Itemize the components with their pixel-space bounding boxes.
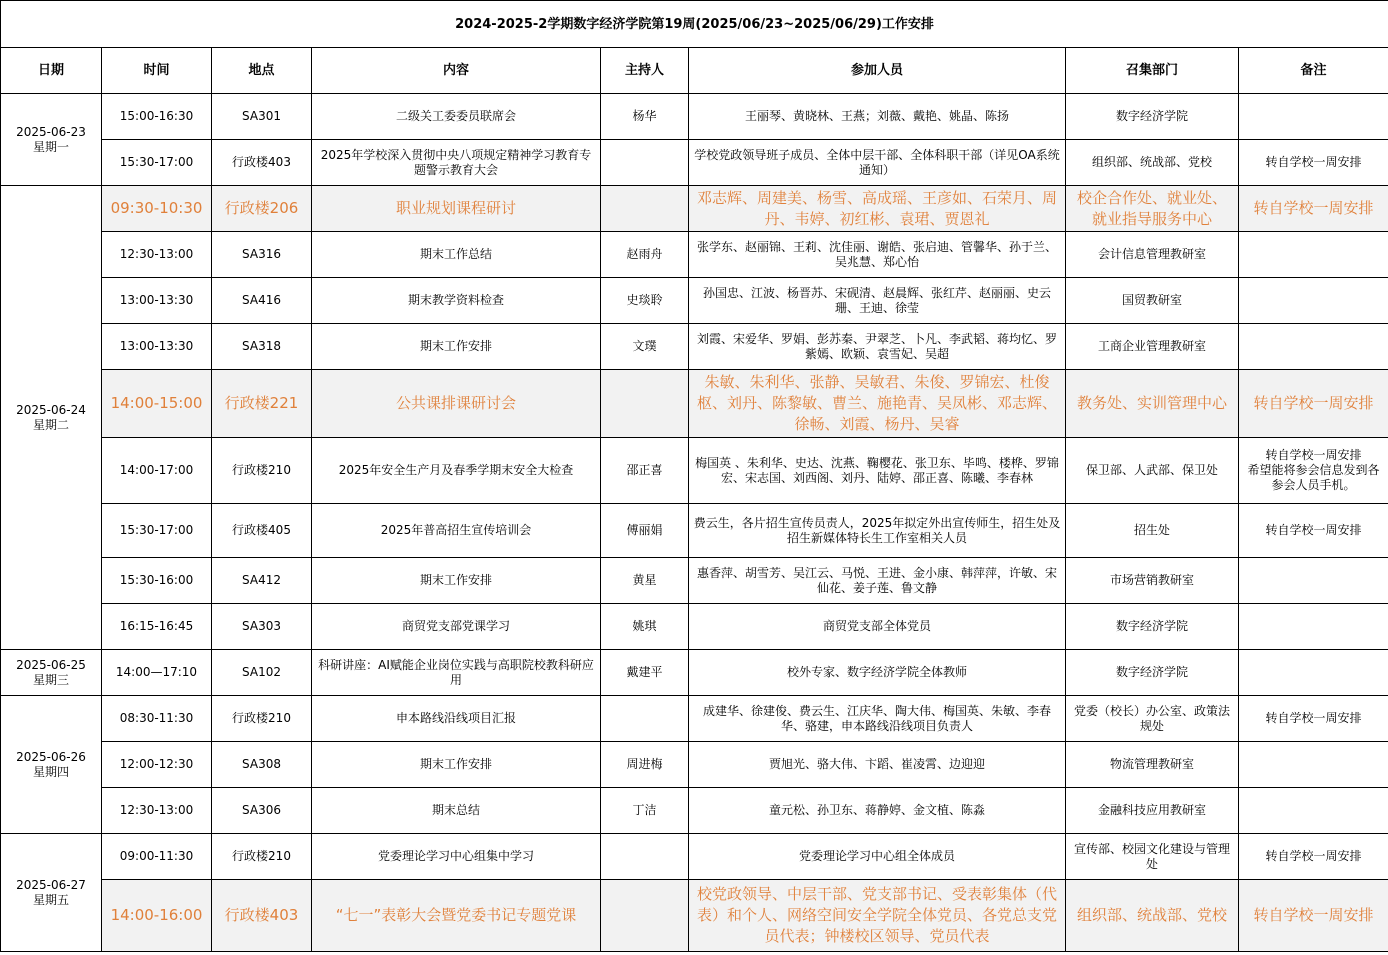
note-cell <box>1239 742 1388 788</box>
host-cell: 赵雨舟 <box>601 232 689 278</box>
header-place: 地点 <box>212 48 312 94</box>
date-text: 2025-06-23 <box>16 124 86 139</box>
note-cell <box>1239 94 1388 140</box>
table-row <box>1 788 1388 834</box>
table-row <box>1 696 1388 742</box>
place-cell: 行政楼403 <box>212 140 312 186</box>
host-cell: 姚琪 <box>601 604 689 650</box>
table-row <box>1 278 1388 324</box>
table-row <box>1 438 1388 504</box>
content-cell: 期末工作总结 <box>312 232 601 278</box>
attendees-cell: 费云生，各片招生宣传员责人，2025年拟定外出宣传师生，招生处及招生新媒体特长生工作室相关人员 <box>689 504 1066 558</box>
content-cell: 期末工作安排 <box>312 742 601 788</box>
content-cell: 期末教学资料检查 <box>312 278 601 324</box>
time-cell: 15:30-16:00 <box>102 558 212 604</box>
time-cell: 13:00-13:30 <box>102 324 212 370</box>
attendees-cell: 邓志辉、周建美、杨雪、高成瑶、王彦如、石荣月、周丹、韦婷、初红彬、袁珺、贾恩礼 <box>689 186 1066 232</box>
date-text: 2025-06-27 <box>16 877 86 892</box>
dept-cell: 国贸教研室 <box>1066 278 1239 324</box>
place-cell: SA306 <box>212 788 312 834</box>
content-cell: 2025年普高招生宣传培训会 <box>312 504 601 558</box>
place-cell: SA316 <box>212 232 312 278</box>
place-cell: 行政楼221 <box>212 370 312 438</box>
table-row <box>1 604 1388 650</box>
table-row <box>1 140 1388 186</box>
dept-cell: 会计信息管理教研室 <box>1066 232 1239 278</box>
note-cell <box>1239 558 1388 604</box>
content-cell: 科研讲座：AI赋能企业岗位实践与高职院校教科研应用 <box>312 650 601 696</box>
time-cell: 12:00-12:30 <box>102 742 212 788</box>
host-cell: 文璞 <box>601 324 689 370</box>
note-cell: 转自学校一周安排 <box>1239 186 1388 232</box>
host-cell <box>601 880 689 952</box>
header-dept: 召集部门 <box>1066 48 1239 94</box>
table-row <box>1 504 1388 558</box>
table-row <box>1 558 1388 604</box>
place-cell: SA301 <box>212 94 312 140</box>
place-cell: SA102 <box>212 650 312 696</box>
time-cell: 15:00-16:30 <box>102 94 212 140</box>
date-cell <box>1 650 102 696</box>
weekday-text: 星期一 <box>32 139 69 154</box>
date-text: 2025-06-26 <box>16 749 86 764</box>
host-cell: 丁洁 <box>601 788 689 834</box>
note-cell: 转自学校一周安排 <box>1239 370 1388 438</box>
attendees-cell: 商贸党支部全体党员 <box>689 604 1066 650</box>
note-cell: 转自学校一周安排 <box>1239 696 1388 742</box>
host-cell <box>601 140 689 186</box>
weekday-text: 星期二 <box>32 417 69 432</box>
dept-cell: 市场营销教研室 <box>1066 558 1239 604</box>
dept-cell: 组织部、统战部、党校 <box>1066 880 1239 952</box>
table-row-highlighted <box>1 186 1388 232</box>
note-cell: 转自学校一周安排 <box>1239 880 1388 952</box>
weekday-text: 星期三 <box>32 672 69 687</box>
dept-cell: 组织部、统战部、党校 <box>1066 140 1239 186</box>
place-cell: SA318 <box>212 324 312 370</box>
dept-cell: 数字经济学院 <box>1066 650 1239 696</box>
note-cell: 转自学校一周安排 <box>1239 140 1388 186</box>
header-row <box>1 48 1388 94</box>
attendees-cell: 张学东、赵丽锦、王莉、沈佳丽、谢皓、张启迪、管馨华、孙于兰、吴兆慧、郑心怡 <box>689 232 1066 278</box>
time-cell: 09:30-10:30 <box>102 186 212 232</box>
note-cell <box>1239 278 1388 324</box>
table-row <box>1 650 1388 696</box>
time-cell: 15:30-17:00 <box>102 140 212 186</box>
attendees-cell: 校外专家、数字经济学院全体教师 <box>689 650 1066 696</box>
attendees-cell: 王丽琴、黄晓林、王燕；刘薇、戴艳、姚晶、陈扬 <box>689 94 1066 140</box>
table-row-highlighted <box>1 370 1388 438</box>
dept-cell: 数字经济学院 <box>1066 604 1239 650</box>
place-cell: SA412 <box>212 558 312 604</box>
note-cell <box>1239 604 1388 650</box>
content-cell: 党委理论学习中心组集中学习 <box>312 834 601 880</box>
host-cell: 史琰聆 <box>601 278 689 324</box>
dept-cell: 教务处、实训管理中心 <box>1066 370 1239 438</box>
date-cell <box>1 696 102 834</box>
note-cell <box>1239 650 1388 696</box>
place-cell: SA416 <box>212 278 312 324</box>
place-cell: 行政楼210 <box>212 834 312 880</box>
table-row <box>1 834 1388 880</box>
dept-cell: 校企合作处、就业处、就业指导服务中心 <box>1066 186 1239 232</box>
attendees-cell: 校党政领导、中层干部、党支部书记、受表彰集体（代表）和个人、网络空间安全学院全体党员、各党总支党员代表；钟楼校区领导、党员代表 <box>689 880 1066 952</box>
time-cell: 15:30-17:00 <box>102 504 212 558</box>
header-attendees: 参加人员 <box>689 48 1066 94</box>
date-cell <box>1 94 102 186</box>
place-cell: 行政楼206 <box>212 186 312 232</box>
note-cell <box>1239 232 1388 278</box>
time-cell: 14:00-15:00 <box>102 370 212 438</box>
note-cell <box>1239 788 1388 834</box>
content-cell: 2025年安全生产月及春季学期末安全大检查 <box>312 438 601 504</box>
table-row <box>1 324 1388 370</box>
content-cell: 申本路线沿线项目汇报 <box>312 696 601 742</box>
header-note: 备注 <box>1239 48 1388 94</box>
time-cell: 14:00—17:10 <box>102 650 212 696</box>
attendees-cell: 童元松、孙卫东、蒋静婷、金文植、陈淼 <box>689 788 1066 834</box>
weekday-text: 星期五 <box>32 892 69 907</box>
place-cell: 行政楼210 <box>212 438 312 504</box>
place-cell: 行政楼405 <box>212 504 312 558</box>
place-cell: 行政楼210 <box>212 696 312 742</box>
dept-cell: 金融科技应用教研室 <box>1066 788 1239 834</box>
time-cell: 14:00-16:00 <box>102 880 212 952</box>
header-time: 时间 <box>102 48 212 94</box>
attendees-cell: 党委理论学习中心组全体成员 <box>689 834 1066 880</box>
host-cell <box>601 186 689 232</box>
host-cell: 周进梅 <box>601 742 689 788</box>
note-cell: 转自学校一周安排 <box>1239 834 1388 880</box>
table-row <box>1 94 1388 140</box>
dept-cell: 工商企业管理教研室 <box>1066 324 1239 370</box>
content-cell: 期末总结 <box>312 788 601 834</box>
header-content: 内容 <box>312 48 601 94</box>
time-cell: 12:30-13:00 <box>102 788 212 834</box>
date-cell <box>1 186 102 650</box>
dept-cell: 宣传部、校园文化建设与管理处 <box>1066 834 1239 880</box>
page-title: 2024-2025-2学期数字经济学院第19周(2025/06/23~2025/06/29)工作安排 <box>1 1 1388 48</box>
place-cell: SA303 <box>212 604 312 650</box>
host-cell: 傅丽娟 <box>601 504 689 558</box>
host-cell: 戴建平 <box>601 650 689 696</box>
note-cell <box>1239 324 1388 370</box>
content-cell: 2025年学校深入贯彻中央八项规定精神学习教育专题警示教育大会 <box>312 140 601 186</box>
content-cell: “七一”表彰大会暨党委书记专题党课 <box>312 880 601 952</box>
date-text: 2025-06-24 <box>16 402 86 417</box>
dept-cell: 保卫部、人武部、保卫处 <box>1066 438 1239 504</box>
dept-cell: 数字经济学院 <box>1066 94 1239 140</box>
time-cell: 09:00-11:30 <box>102 834 212 880</box>
host-cell <box>601 696 689 742</box>
dept-cell: 党委（校长）办公室、政策法规处 <box>1066 696 1239 742</box>
host-cell: 邵正喜 <box>601 438 689 504</box>
header-date: 日期 <box>1 48 102 94</box>
attendees-cell: 孙国忠、江波、杨晋苏、宋砚清、赵晨辉、张红芹、赵丽丽、史云珊、王迪、徐莹 <box>689 278 1066 324</box>
place-cell: SA308 <box>212 742 312 788</box>
time-cell: 16:15-16:45 <box>102 604 212 650</box>
time-cell: 14:00-17:00 <box>102 438 212 504</box>
content-cell: 公共课排课研讨会 <box>312 370 601 438</box>
content-cell: 商贸党支部党课学习 <box>312 604 601 650</box>
host-cell: 杨华 <box>601 94 689 140</box>
time-cell: 12:30-13:00 <box>102 232 212 278</box>
content-cell: 职业规划课程研讨 <box>312 186 601 232</box>
place-cell: 行政楼403 <box>212 880 312 952</box>
note-cell: 转自学校一周安排 <box>1239 504 1388 558</box>
attendees-cell: 学校党政领导班子成员、全体中层干部、全体科职干部（详见OA系统通知） <box>689 140 1066 186</box>
content-cell: 期末工作安排 <box>312 558 601 604</box>
attendees-cell: 朱敏、朱利华、张静、吴敏君、朱俊、罗锦宏、杜俊枢、刘丹、陈黎敏、曹兰、施艳青、吴凤彬、邓志辉、徐畅、刘霞、杨丹、吴睿 <box>689 370 1066 438</box>
header-host: 主持人 <box>601 48 689 94</box>
content-cell: 二级关工委委员联席会 <box>312 94 601 140</box>
dept-cell: 招生处 <box>1066 504 1239 558</box>
host-cell <box>601 370 689 438</box>
time-cell: 08:30-11:30 <box>102 696 212 742</box>
host-cell: 黄星 <box>601 558 689 604</box>
content-cell: 期末工作安排 <box>312 324 601 370</box>
note-cell: 转自学校一周安排 希望能将参会信息发到各参会人员手机。 <box>1239 438 1388 504</box>
attendees-cell: 惠香萍、胡雪芳、吴江云、马悦、王进、金小康、韩萍萍，许敏、宋仙花、姜子莲、鲁文静 <box>689 558 1066 604</box>
table-row <box>1 742 1388 788</box>
attendees-cell: 成建华、徐建俊、费云生、江庆华、陶大伟、梅国英、朱敏、李春华、骆建，申本路线沿线项目负责人 <box>689 696 1066 742</box>
attendees-cell: 贾旭光、骆大伟、卞蹈、崔凌霄、边迎迎 <box>689 742 1066 788</box>
time-cell: 13:00-13:30 <box>102 278 212 324</box>
date-cell <box>1 834 102 952</box>
host-cell <box>601 834 689 880</box>
weekday-text: 星期四 <box>32 764 69 779</box>
date-text: 2025-06-25 <box>16 657 86 672</box>
table-row <box>1 232 1388 278</box>
dept-cell: 物流管理教研室 <box>1066 742 1239 788</box>
table-row-highlighted <box>1 880 1388 952</box>
attendees-cell: 梅国英 、朱利华、史达、沈燕、鞠樱花、张卫东、毕鸣、楼桦、罗锦宏、宋志国、刘西阁、刘丹、陆婷、邵正喜、陈曦、李春林 <box>689 438 1066 504</box>
attendees-cell: 刘霞、宋爱华、罗娟、彭苏秦、尹翠芝、卜凡、李武韬、蒋均忆、罗紫嫣、欧颖、袁雪妃、吴超 <box>689 324 1066 370</box>
